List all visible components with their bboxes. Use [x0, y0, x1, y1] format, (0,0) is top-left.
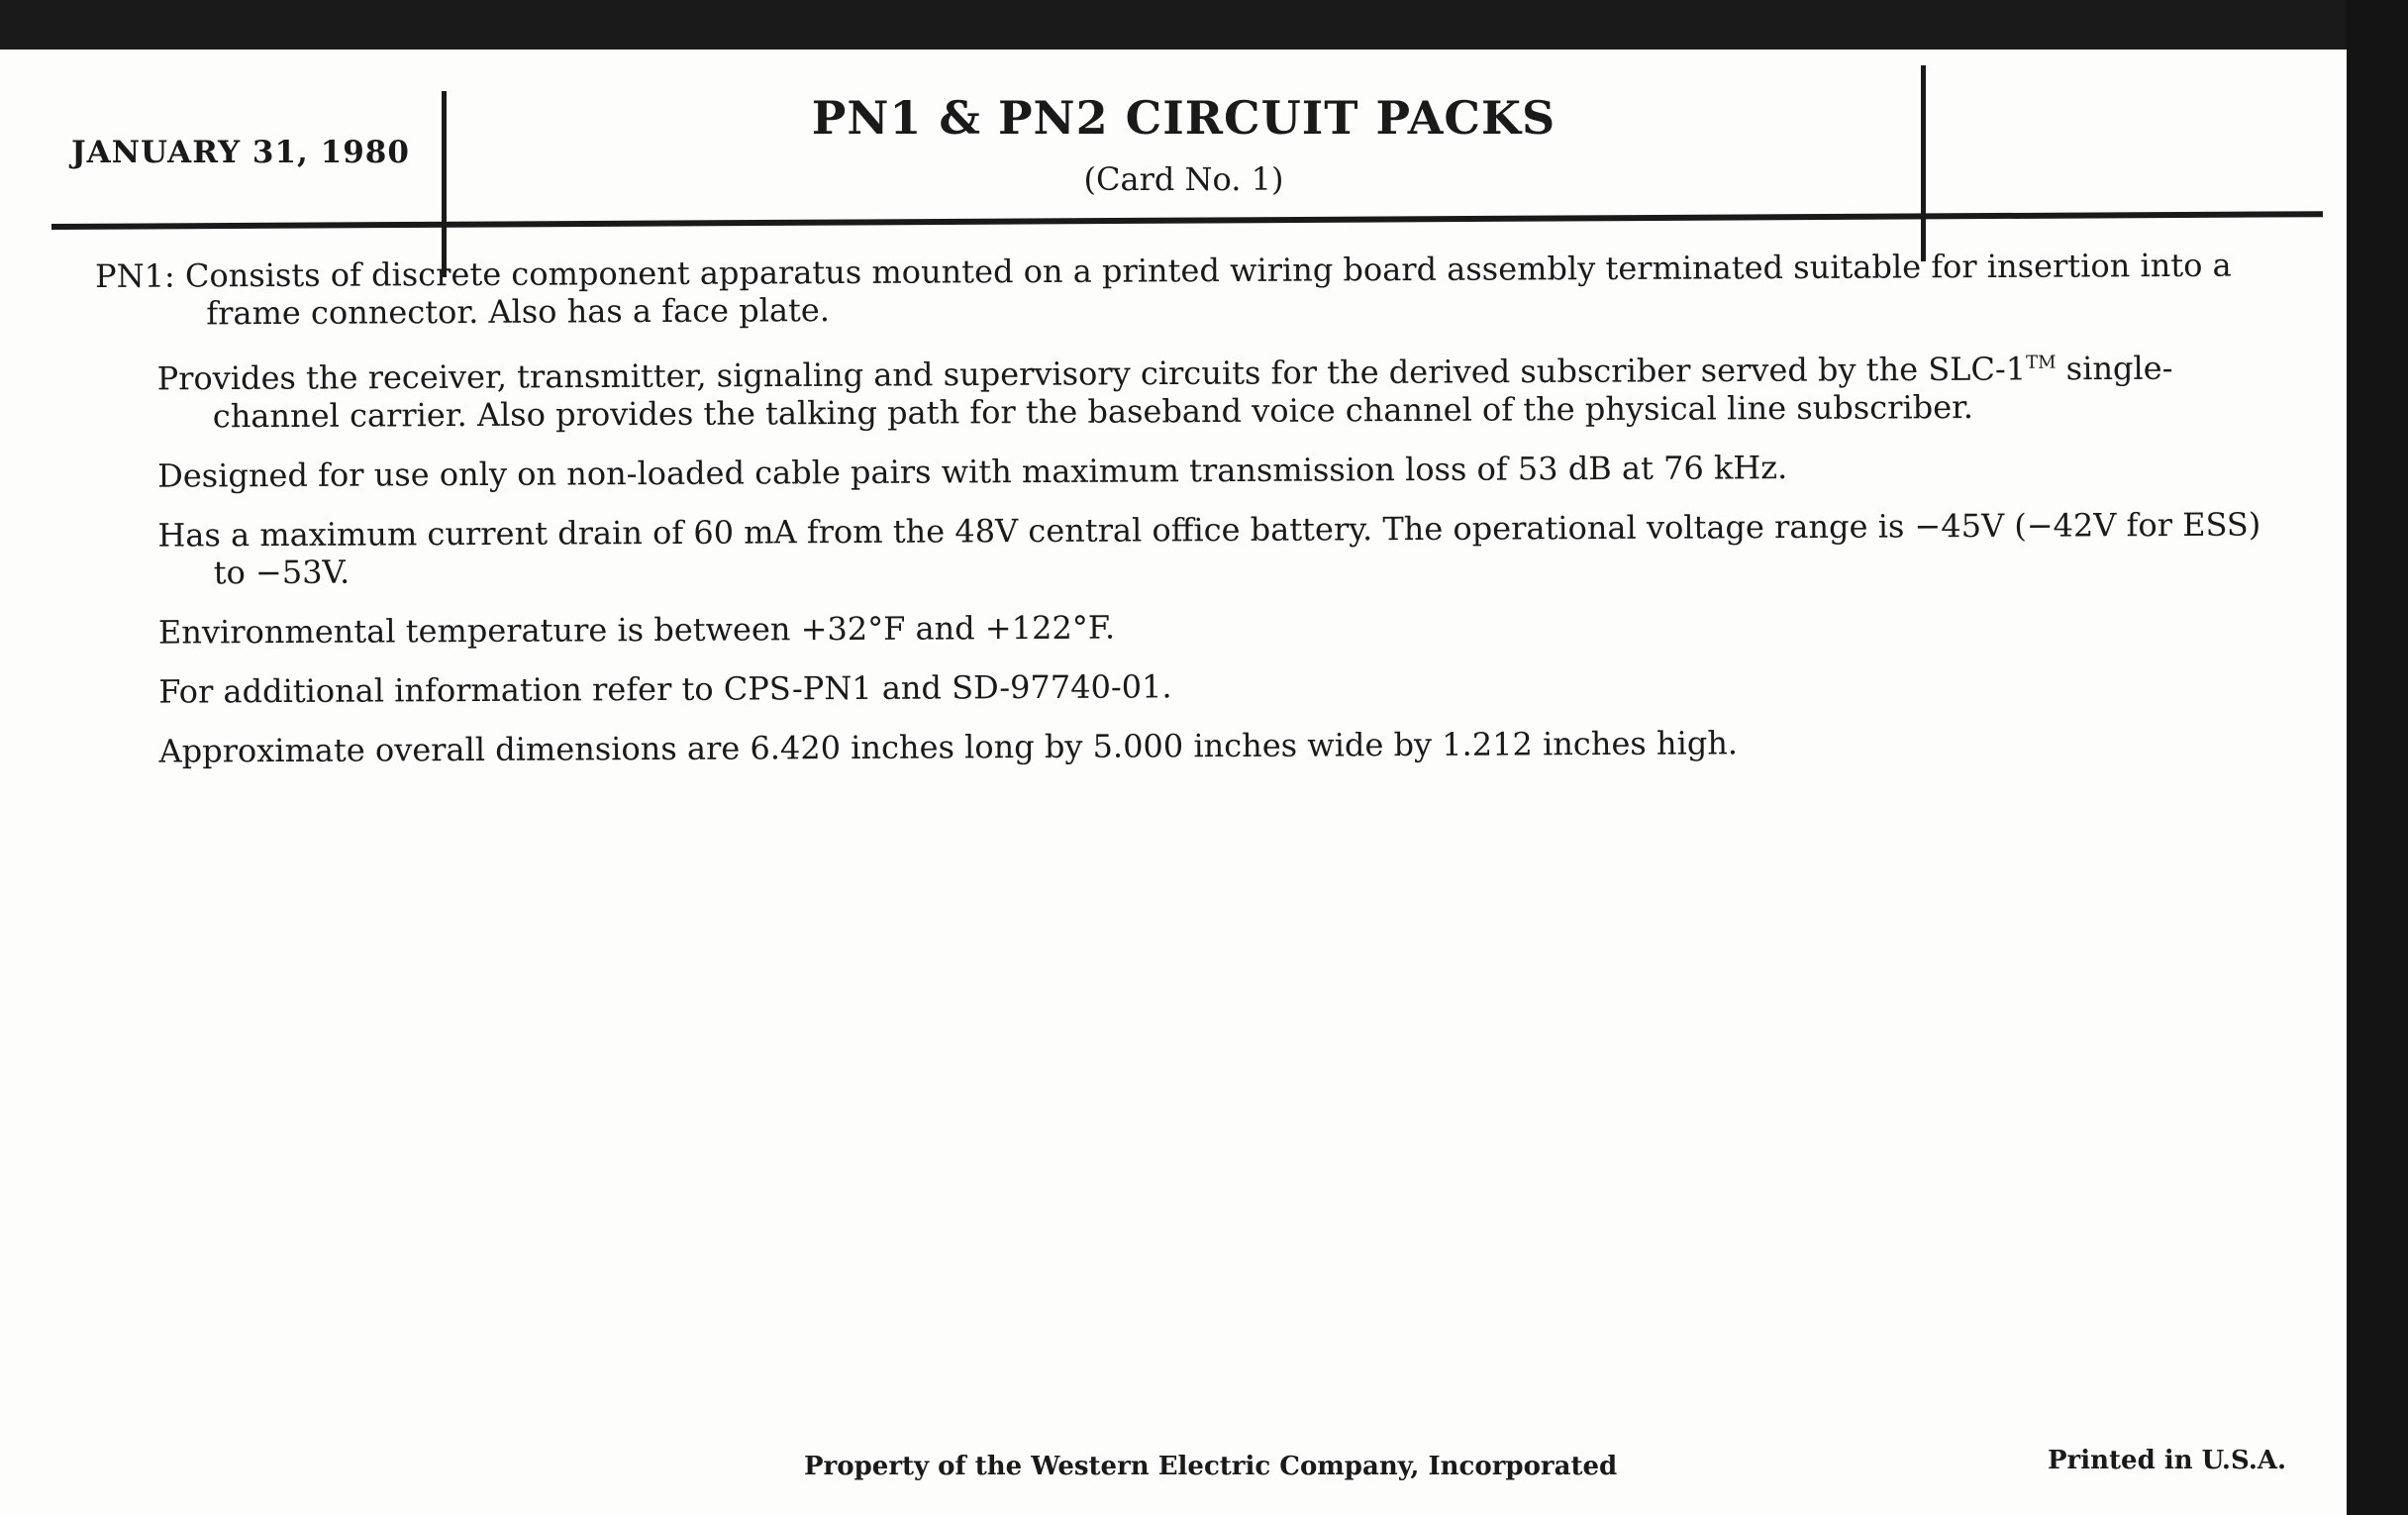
document-body: [95, 246, 2296, 791]
trademark-mark: TM: [2026, 352, 2057, 373]
header-divider-right: [1921, 65, 1926, 261]
paragraph-environment: Environmental temperature is between +32°F and +122°F.: [157, 608, 1116, 652]
header-rule: [51, 211, 2323, 230]
footer-property: Property of the Western Electric Company, Incorporated: [804, 1452, 1618, 1481]
paragraph-additional: For additional information refer to CPS-PN1 and SD-97740-01.: [158, 666, 1172, 711]
paragraph-dimensions: Approximate overall dimensions are 6.420 inches long by 5.000 inches wide by 1.212 inches high.: [158, 723, 1739, 770]
document-card: [0, 50, 2347, 1515]
page-title: PN1 & PN2 CIRCUIT PACKS: [811, 91, 1556, 145]
footer-printed: Printed in U.S.A.: [2048, 1446, 2287, 1475]
header-date: JANUARY 31, 1980: [71, 135, 410, 170]
paragraph-pn1: PN1: Consists of discrete component apparatus mounted on a printed wiring board assembly terminated suitable for insertion into a frame connector. Also has a face plate.: [95, 246, 2232, 333]
paragraph-provides-part-2: single-channel carrier. Also provides the talking path for the baseband voice channel of the physical line subscriber.: [212, 349, 2173, 436]
paragraph-designed: Designed for use only on non-loaded cable pairs with maximum transmission loss of 53 dB at 76 kHz.: [157, 448, 1788, 495]
paragraph-provides: [157, 343, 2294, 435]
paragraph-provides-part-1: Provides the receiver, transmitter, signaling and supervisory circuits for the derived subscriber served by the SLC-1: [156, 350, 2027, 398]
card-number: (Card No. 1): [1083, 160, 1284, 198]
scan-edge: [2347, 0, 2408, 1515]
paragraph-current: Has a maximum current drain of 60 mA from the 48V central office battery. The operational voltage range is −45V (−42V for ESS) to −53V.: [157, 505, 2261, 592]
